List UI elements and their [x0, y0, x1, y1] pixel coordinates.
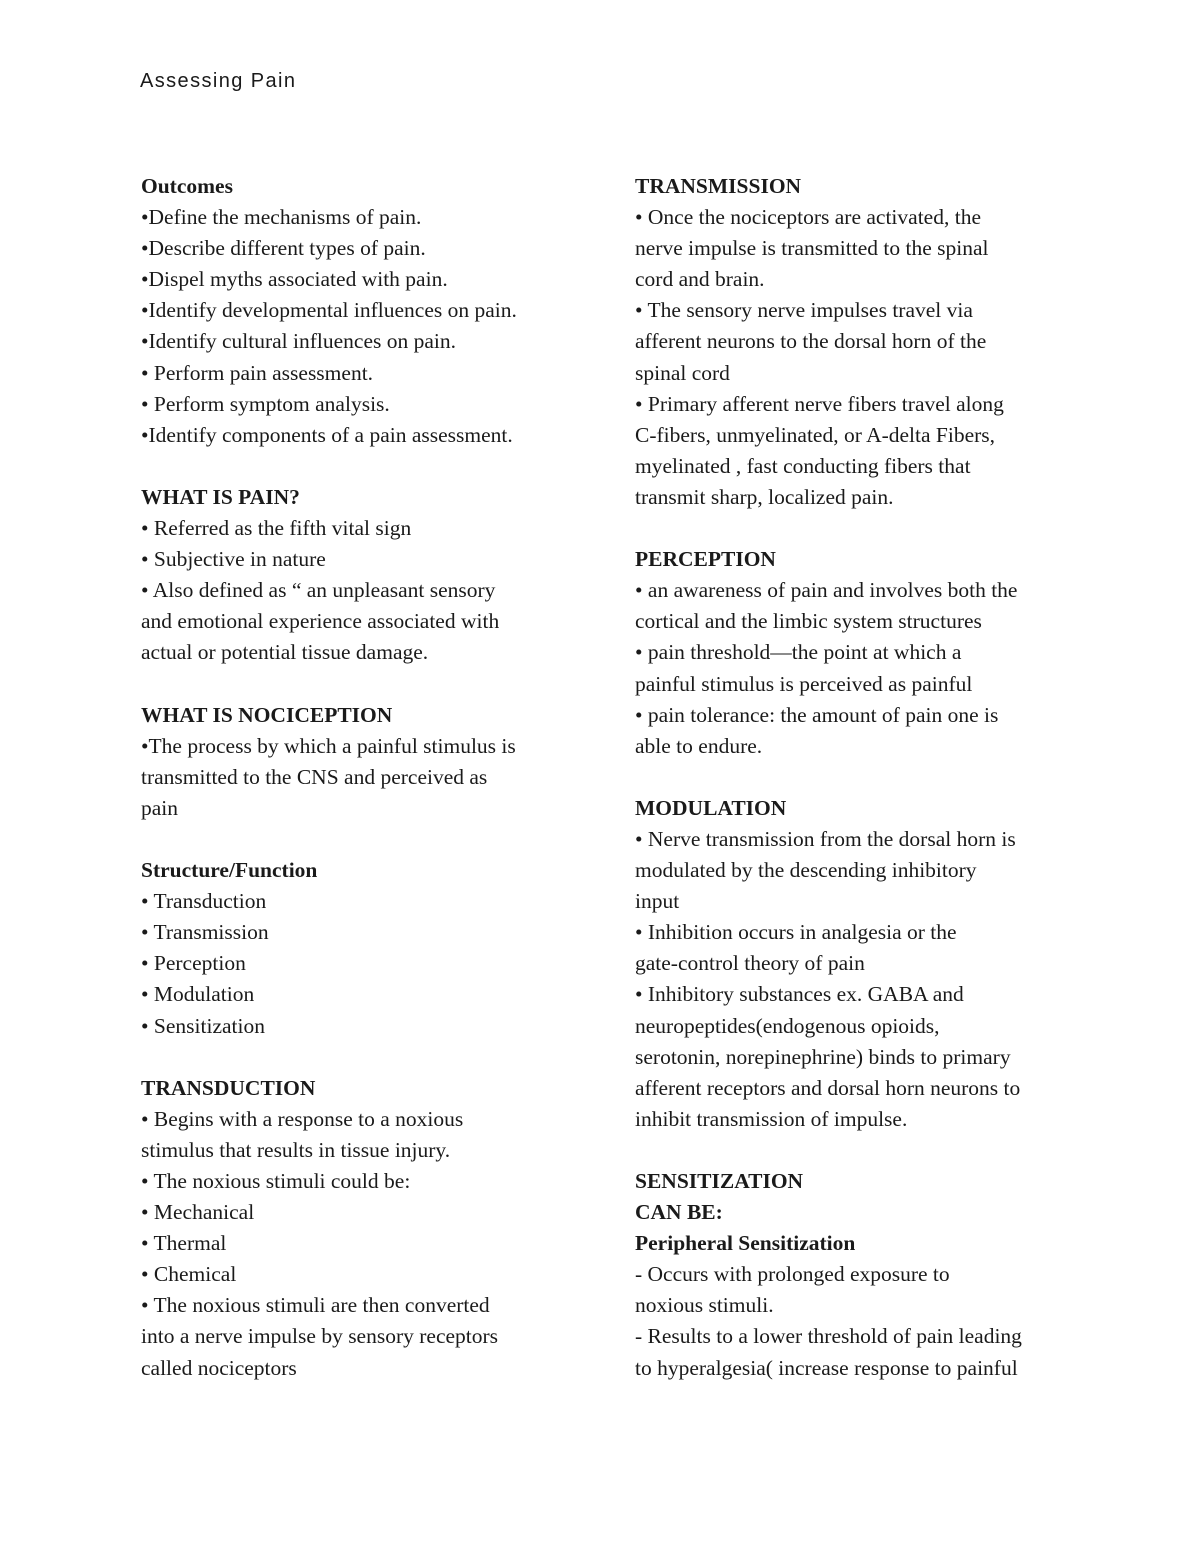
text-line: • Primary afferent nerve fibers travel along: [635, 391, 1004, 416]
section-transmission: [635, 171, 1075, 513]
text-line: • Begins with a response to a noxious: [141, 1106, 464, 1131]
section-heading: TRANSMISSION: [635, 174, 802, 198]
text-line: - Results to a lower threshold of pain leading: [635, 1324, 1022, 1349]
text-line: • Perform symptom analysis.: [141, 391, 390, 416]
text-line: transmitted to the CNS and perceived as: [141, 764, 488, 789]
text-line: serotonin, norepinephrine) binds to primary: [635, 1044, 1011, 1069]
text-line: nerve impulse is transmitted to the spinal: [635, 236, 989, 261]
section-modulation: [635, 793, 1075, 1135]
text-line: • Subjective in nature: [141, 547, 326, 572]
text-line: noxious stimuli.: [635, 1293, 774, 1318]
text-line: • Thermal: [141, 1231, 227, 1256]
text-line: • pain threshold—the point at which a: [635, 640, 962, 665]
section-heading: SENSITIZATION: [635, 1169, 804, 1193]
text-line: - Occurs with prolonged exposure to: [635, 1262, 950, 1287]
section-subheading: CAN BE:: [635, 1200, 723, 1225]
section-perception: [635, 544, 1075, 762]
section-heading: Outcomes: [141, 174, 233, 198]
text-line: • Inhibition occurs in analgesia or the: [635, 920, 957, 945]
right-column: [635, 171, 1075, 1384]
text-line: • an awareness of pain and involves both the: [635, 578, 1018, 603]
text-line: C-fibers, unmyelinated, or A-delta Fibers,: [635, 422, 996, 447]
text-line: • The noxious stimuli are then converted: [141, 1293, 490, 1318]
section-heading: PERCEPTION: [635, 547, 776, 572]
section-heading: WHAT IS NOCICEPTION: [141, 702, 393, 727]
section-outcomes: [141, 171, 571, 451]
text-line: afferent neurons to the dorsal horn of the: [635, 329, 987, 354]
text-line: • Nerve transmission from the dorsal horn is: [635, 826, 1016, 851]
text-line: • Modulation: [141, 982, 255, 1007]
text-line: • Perception: [141, 951, 246, 976]
text-line: • Perform pain assessment.: [141, 360, 374, 385]
section-what-is-nociception: [141, 700, 571, 824]
section-what-is-pain: [141, 482, 571, 669]
text-line: • The noxious stimuli could be:: [141, 1169, 411, 1193]
text-line: into a nerve impulse by sensory receptors: [141, 1324, 499, 1349]
section-heading: TRANSDUCTION: [141, 1075, 316, 1100]
text-line: stimulus that results in tissue injury.: [141, 1137, 451, 1162]
section-heading: WHAT IS PAIN?: [141, 484, 300, 509]
subsection-heading: Peripheral Sensitization: [635, 1231, 856, 1256]
text-line: • Once the nociceptors are activated, the: [635, 205, 981, 230]
text-line: neuropeptides(endogenous opioids,: [635, 1013, 940, 1038]
text-line: • pain tolerance: the amount of pain one is: [635, 702, 999, 727]
text-line: • The sensory nerve impulses travel via: [635, 298, 973, 323]
text-line: and emotional experience associated with: [141, 609, 500, 634]
text-line: • Chemical: [141, 1262, 237, 1287]
text-line: called nociceptors: [141, 1355, 297, 1380]
text-line: cortical and the limbic system structures: [635, 609, 982, 634]
section-transduction: [141, 1073, 571, 1384]
text-line: •Dispel myths associated with pain.: [141, 267, 448, 292]
text-line: modulated by the descending inhibitory: [635, 858, 977, 883]
section-structure-function: [141, 855, 571, 1042]
text-line: • Sensitization: [141, 1013, 265, 1038]
text-line: input: [635, 889, 680, 914]
text-line: • Transduction: [141, 889, 267, 914]
left-column: [141, 171, 571, 1384]
text-line: spinal cord: [635, 360, 730, 385]
text-line: myelinated , fast conducting fibers that: [635, 453, 971, 478]
text-line: • Also defined as “ an unpleasant sensory: [141, 578, 496, 603]
text-line: • Mechanical: [141, 1200, 255, 1225]
text-line: •Define the mechanisms of pain.: [141, 205, 422, 230]
section-heading: MODULATION: [635, 795, 787, 820]
text-line: actual or potential tissue damage.: [141, 640, 429, 665]
text-line: • Transmission: [141, 920, 269, 945]
text-line: •Identify developmental influences on pain.: [141, 298, 517, 323]
text-line: •Identify components of a pain assessment.: [141, 422, 513, 447]
text-line: pain: [141, 795, 179, 820]
text-line: inhibit transmission of impulse.: [635, 1106, 908, 1131]
text-line: able to endure.: [635, 733, 763, 758]
text-line: • Referred as the fifth vital sign: [141, 516, 412, 541]
text-line: •The process by which a painful stimulus is: [141, 733, 516, 758]
section-heading: Structure/Function: [141, 858, 318, 883]
section-sensitization: [635, 1166, 1075, 1384]
text-line: transmit sharp, localized pain.: [635, 484, 894, 509]
text-line: gate-control theory of pain: [635, 951, 865, 976]
text-line: • Inhibitory substances ex. GABA and: [635, 982, 964, 1007]
text-line: painful stimulus is perceived as painful: [635, 671, 973, 696]
text-line: afferent receptors and dorsal horn neurons to: [635, 1075, 1021, 1100]
text-line: cord and brain.: [635, 267, 765, 292]
text-line: to hyperalgesia( increase response to painful: [635, 1355, 1018, 1380]
document-title: Assessing Pain: [140, 70, 297, 92]
text-line: •Describe different types of pain.: [141, 236, 426, 261]
text-line: •Identify cultural influences on pain.: [141, 329, 456, 354]
